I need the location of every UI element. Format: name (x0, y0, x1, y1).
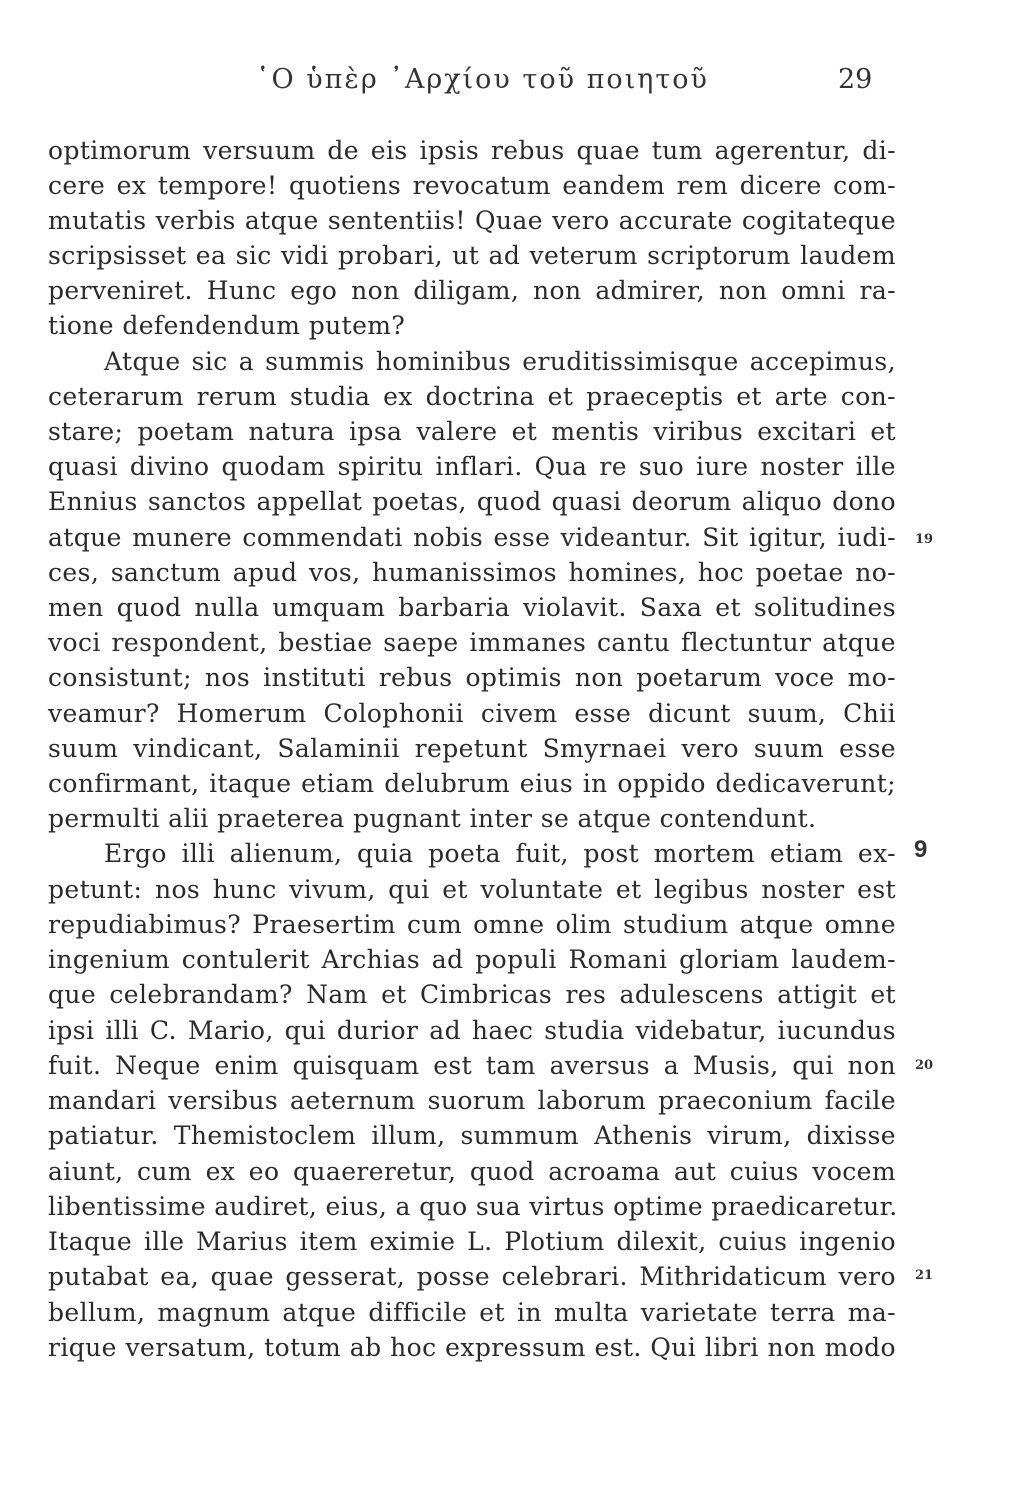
text-line: libentissime audiret, eius, a quo sua virtus optime praedicaretur. (48, 1192, 898, 1221)
page-number: 29 (838, 64, 873, 95)
text-line: Itaque ille Marius item eximie L. Plotium dilexit, cuius ingenio (48, 1227, 896, 1256)
text-line: stare; poetam natura ipsa valere et mentis viribus excitari et (48, 417, 896, 446)
text-line: cere ex tempore! quotiens revocatum eandem rem dicere com- (48, 171, 896, 200)
text-line: petunt: nos hunc vivum, qui et voluntate et legibus noster est (48, 875, 896, 904)
text-line: ceterarum rerum studia ex doctrina et praeceptis et arte con- (48, 382, 896, 411)
text-line: perveniret. Hunc ego non diligam, non admirer, non omni ra- (48, 276, 896, 305)
text-line: atque munere commendati nobis esse videantur. Sit igitur, iudi- (48, 523, 896, 552)
text-line: confirmant, itaque etiam delubrum eius in oppido dedicaverunt; (48, 769, 896, 798)
text-line: ingenium contulerit Archias ad populi Romani gloriam laudem- (48, 945, 896, 974)
text-line: ipsi illi C. Mario, qui durior ad haec studia videbatur, iucundus (48, 1016, 896, 1045)
margin-section-number: 20 (915, 1058, 934, 1073)
text-line: Atque sic a summis hominibus eruditissimisque accepimus, (104, 347, 896, 376)
text-line: veamur? Homerum Colophonii civem esse dicunt suum, Chii (48, 699, 896, 728)
text-line: rique versatum, totum ab hoc expressum est. Qui libri non modo (48, 1333, 896, 1362)
text-line: voci respondent, bestiae saepe immanes cantu flectuntur atque (48, 628, 896, 657)
margin-chapter-number: 9 (914, 836, 928, 863)
text-line: ces, sanctum apud vos, humanissimos homines, hoc poetae no- (48, 558, 896, 587)
text-line: fuit. Neque enim quisquam est tam aversus a Musis, qui non (48, 1051, 896, 1080)
text-line: Ennius sanctos appellat poetas, quod quasi deorum aliquo dono (48, 487, 896, 516)
text-line: consistunt; nos instituti rebus optimis non poetarum voce mo- (48, 663, 896, 692)
text-line: Ergo illi alienum, quia poeta fuit, post mortem etiam ex- (104, 839, 896, 868)
margin-section-number: 19 (915, 532, 934, 547)
running-header-title: ῾Ο ὑπὲρ ᾿Αρχίου τοῦ ποιητοῦ (256, 64, 709, 95)
margin-section-number: 21 (915, 1268, 934, 1283)
text-line: putabat ea, quae gesserat, posse celebrari. Mithridaticum vero (48, 1262, 896, 1291)
text-line: permulti alii praeterea pugnant inter se atque contendunt. (48, 804, 817, 833)
text-line: tione defendendum putem? (48, 311, 406, 340)
text-line: bellum, magnum atque difficile et in multa varietate terra ma- (48, 1298, 896, 1327)
text-line: mutatis verbis atque sententiis! Quae vero accurate cogitateque (48, 206, 896, 235)
text-line: men quod nulla umquam barbaria violavit. Saxa et solitudines (48, 593, 896, 622)
text-line: repudiabimus? Praesertim cum omne olim studium atque omne (48, 910, 896, 939)
text-line: scripsisset ea sic vidi probari, ut ad veterum scriptorum laudem (48, 241, 896, 270)
text-line: suum vindicant, Salaminii repetunt Smyrnaei vero suum esse (48, 734, 896, 763)
text-line: optimorum versuum de eis ipsis rebus quae tum agerentur, di- (48, 136, 896, 165)
text-line: que celebrandam? Nam et Cimbricas res adulescens attigit et (48, 980, 896, 1009)
text-line: mandari versibus aeternum suorum laborum praeconium facile (48, 1086, 896, 1115)
text-line: patiatur. Themistoclem illum, summum Athenis virum, dixisse (48, 1121, 896, 1150)
text-line: quasi divino quodam spiritu inflari. Qua re suo iure noster ille (48, 452, 896, 481)
text-line: aiunt, cum ex eo quaereretur, quod acroama aut cuius vocem (48, 1157, 896, 1186)
